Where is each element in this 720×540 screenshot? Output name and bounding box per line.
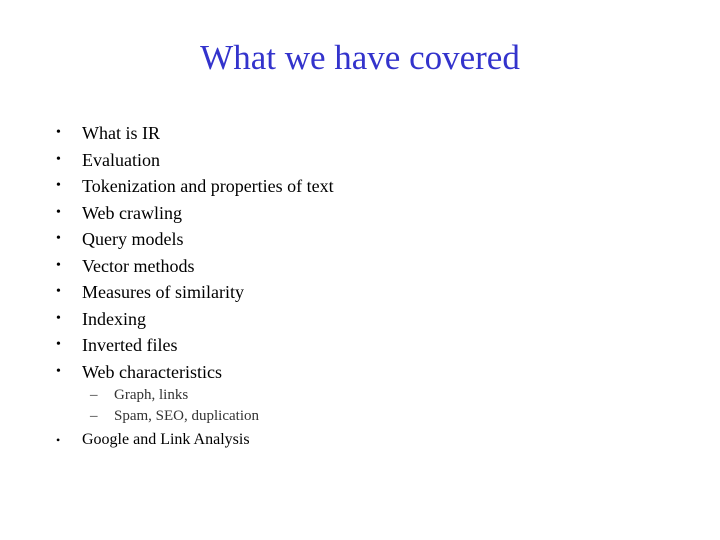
sub-list-item: [0, 407, 620, 428]
bullet-icon: •: [56, 257, 61, 273]
list-item-label: Google and Link Analysis: [82, 431, 250, 448]
sub-list-item: [0, 386, 620, 407]
bullet-icon: •: [56, 151, 61, 167]
bullet-icon: •: [56, 178, 61, 193]
list-item-label: Query models: [82, 229, 184, 249]
sub-list-item-label: Spam, SEO, duplication: [114, 408, 259, 424]
list-item-label: Evaluation: [82, 149, 160, 170]
list-item-label: Indexing: [82, 308, 146, 329]
bullet-icon: •: [56, 231, 61, 246]
list-item-label: Tokenization and properties of text: [82, 176, 334, 196]
list-item: [50, 175, 670, 202]
list-item-label: Measures of similarity: [82, 282, 244, 302]
list-item: [50, 308, 670, 335]
list-item-label: Vector methods: [82, 255, 195, 276]
list-item: [50, 361, 670, 388]
bullet-icon: •: [56, 310, 61, 326]
list-item-label: What is IR: [82, 123, 160, 143]
list-item-label: Web characteristics: [82, 361, 222, 382]
slide-title: What we have covered: [200, 38, 520, 77]
list-item: [50, 202, 670, 229]
bullet-icon: •: [56, 433, 61, 447]
dash-icon: –: [90, 408, 98, 424]
list-item: [50, 122, 670, 149]
bullet-icon: •: [56, 284, 61, 299]
bullet-icon: •: [56, 363, 61, 379]
list-item: [50, 149, 670, 176]
list-item: [50, 255, 670, 282]
dash-icon: –: [90, 387, 98, 403]
list-item: [50, 228, 670, 255]
list-item-google: [50, 429, 670, 451]
sub-topic-list: [0, 386, 620, 428]
list-item: [50, 334, 670, 361]
topic-list: [50, 122, 670, 387]
bullet-icon: •: [56, 125, 61, 140]
bullet-icon: •: [56, 337, 61, 352]
list-item: [50, 281, 670, 308]
list-item-label: Inverted files: [82, 335, 178, 355]
bullet-icon: •: [56, 204, 61, 220]
sub-list-item-label: Graph, links: [114, 387, 189, 403]
list-item-label: Web crawling: [82, 202, 183, 223]
